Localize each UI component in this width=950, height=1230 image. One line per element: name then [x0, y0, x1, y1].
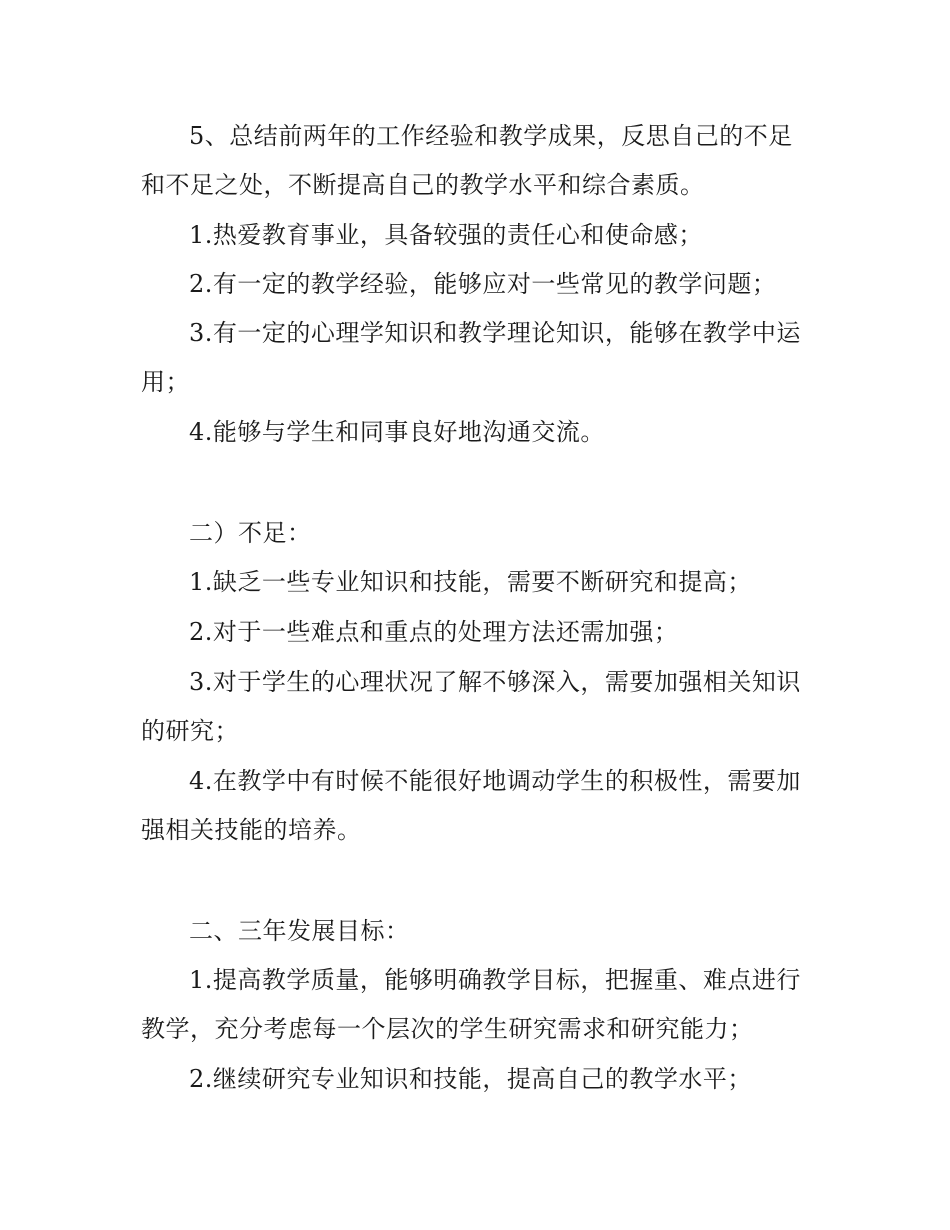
- section-heading-shortcomings: 二）不足：: [189, 519, 312, 547]
- paragraph-summary-goal: 5、总结前两年的工作经验和教学成果，反思自己的不足和不足之处，不断提高自己的教学水平和综合素质。: [141, 122, 793, 199]
- paragraph-goal-1: 1.提高教学质量，能够明确教学目标，把握重、难点进行教学，充分考虑每一个层次的学生研究需求和研究能力；: [141, 966, 801, 1043]
- paragraph-shortcoming-3: 3.对于学生的心理状况了解不够深入，需要加强相关知识的研究；: [141, 668, 801, 745]
- paragraph-shortcoming-4: 4.在教学中有时候不能很好地调动学生的积极性，需要加强相关技能的培养。: [141, 767, 801, 844]
- paragraph-shortcoming-1: 1.缺乏一些专业知识和技能，需要不断研究和提高；: [189, 568, 752, 596]
- paragraph-strength-3: 3.有一定的心理学知识和教学理论知识，能够在教学中运用；: [141, 319, 801, 396]
- paragraph-strength-2: 2.有一定的教学经验，能够应对一些常见的教学问题；: [189, 270, 777, 298]
- paragraph-goal-2: 2.继续研究专业知识和技能，提高自己的教学水平；: [189, 1065, 752, 1093]
- paragraph-strength-1: 1.热爱教育事业，具备较强的责任心和使命感；: [189, 221, 703, 249]
- section-heading-three-year-goals: 二、三年发展目标：: [189, 917, 410, 945]
- paragraph-shortcoming-2: 2.对于一些难点和重点的处理方法还需加强；: [189, 618, 679, 646]
- paragraph-strength-4: 4.能够与学生和同事良好地沟通交流。: [189, 418, 605, 446]
